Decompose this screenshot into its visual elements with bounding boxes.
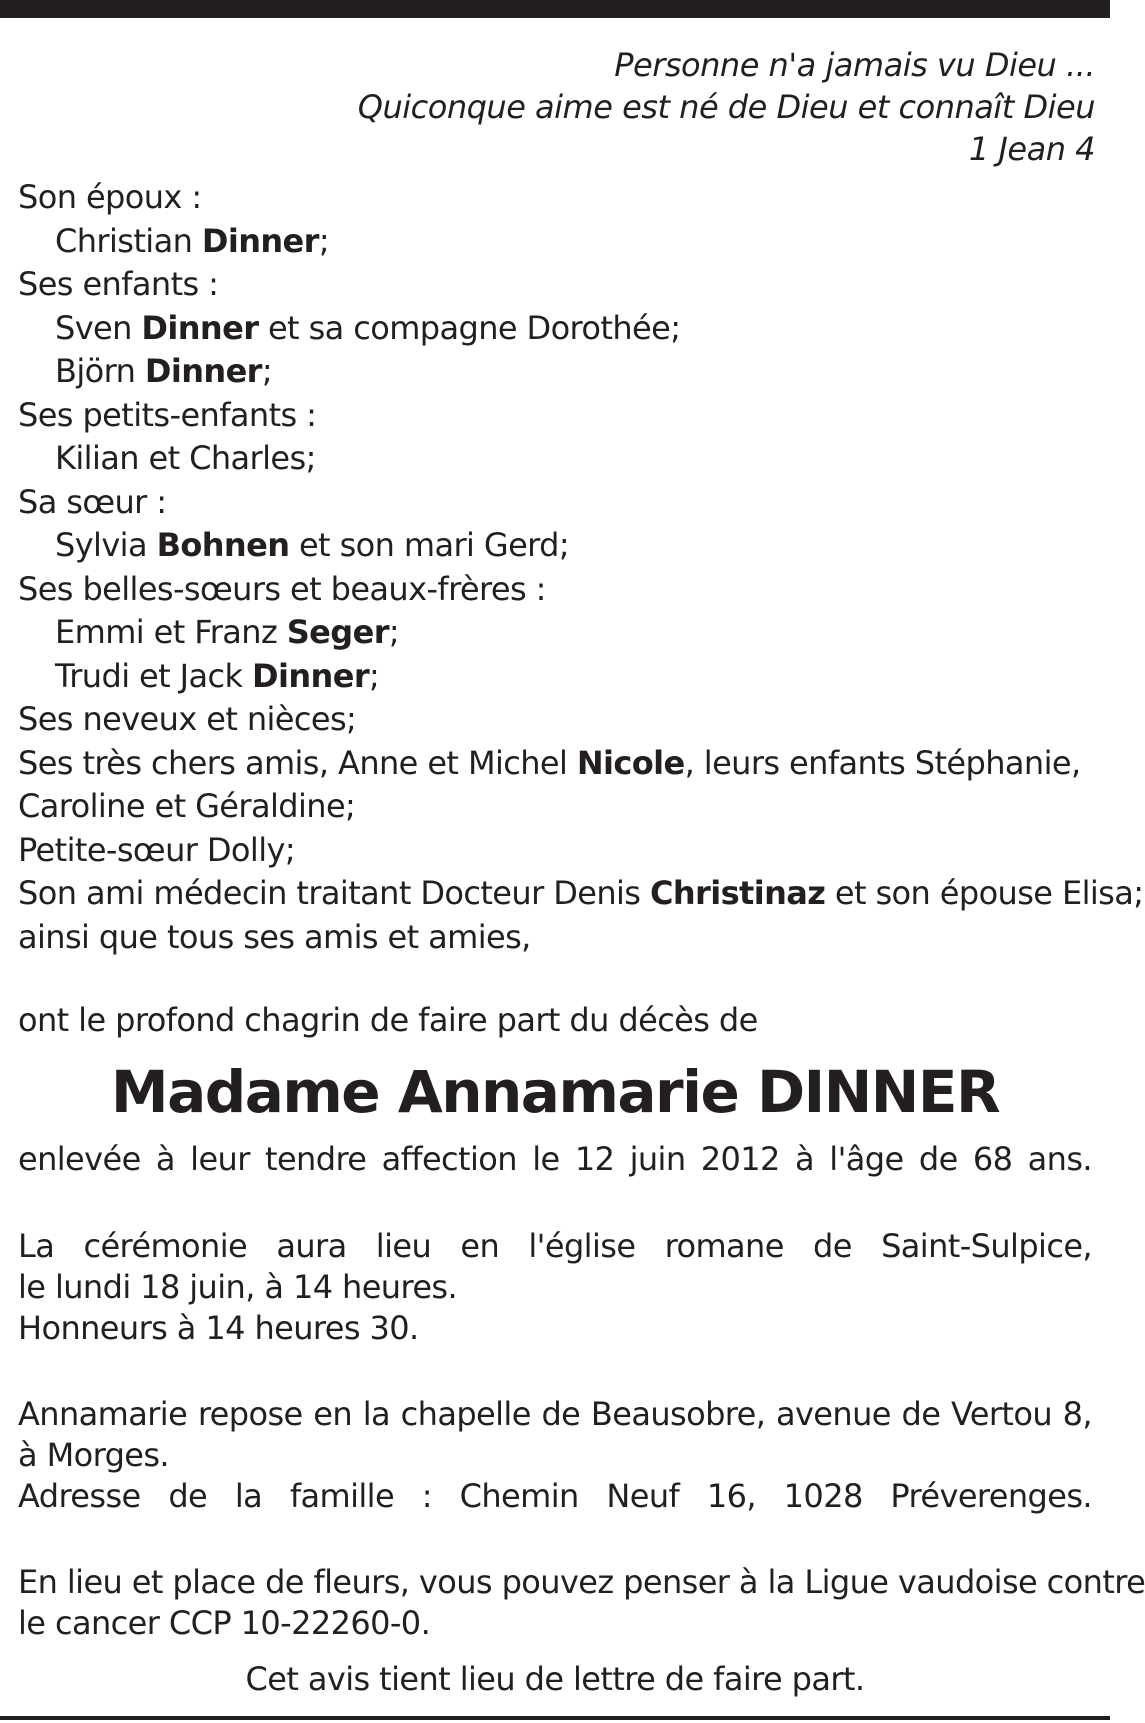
ceremony-block [18,1226,1092,1349]
sister-first-name: Sylvia [55,526,157,564]
sister-heading: Sa sœur : [18,482,167,521]
others-line: ainsi que tous ses amis et amies, [18,917,531,956]
inlaw2-surname: Dinner [252,656,369,695]
doctor-line [18,872,1144,916]
friends-suffix: , leurs enfants Stéphanie, [684,743,1081,782]
spouse-surname: Dinner [201,221,319,260]
death-info: enlevée à leur tendre affection le 12 juin 2012 à l'âge de 68 ans. [18,1140,1092,1178]
doctor-intro: Son ami médecin traitant Docteur Denis [18,874,650,912]
rest-line-1: Annamarie repose en la chapelle de Beausobre, avenue de Vertou 8, [18,1395,1092,1433]
inlaw2-suffix: ; [369,656,380,695]
epigraph [300,44,1095,170]
epigraph-line-2: Quiconque aime est né de Dieu et connaît Dieu [357,88,1095,126]
sister-suffix: et son mari Gerd; [289,526,570,564]
spouse-heading: Son époux : [18,178,202,216]
friends-line [18,742,1103,786]
child-entry-2 [18,350,1103,394]
friends-continuation: Caroline et Géraldine; [18,787,356,825]
closing-note: Cet avis tient lieu de lettre de faire part. [245,1660,865,1698]
child1-surname: Dinner [141,308,259,347]
ceremony-line-1: La cérémonie aura lieu en l'église romane de Saint-Sulpice, [18,1227,1092,1265]
child1-first-name: Sven [55,308,142,347]
donation-line-2: le cancer CCP 10-22260-0. [18,1604,431,1642]
children-heading: Ses enfants : [18,265,219,303]
doctor-suffix: et son épouse Elisa; [825,874,1144,912]
inlaw2-first-names: Trudi et Jack [55,656,253,695]
donation-line-1: En lieu et place de fleurs, vous pouvez penser à la Ligue vaudoise contre [18,1563,1145,1601]
inlaw1-suffix: ; [388,613,400,651]
grandchildren-entry: Kilian et Charles; [55,439,316,477]
friends-intro: Ses très chers amis, Anne et Michel [18,743,577,782]
sister-entry [18,524,1103,568]
spouse-entry [18,220,1103,264]
announcement-text: ont le profond chagrin de faire part du décès de [18,1001,758,1039]
rest-line-2: à Morges. [18,1436,170,1474]
epigraph-line-1: Personne n'a jamais vu Dieu ... [614,46,1095,84]
bottom-border-rule [0,1716,1110,1720]
child2-first-name: Björn [55,352,145,390]
inlaws-heading: Ses belles-sœurs et beaux-frères : [18,569,546,608]
child2-suffix: ; [261,352,273,390]
epigraph-reference: 1 Jean 4 [968,130,1095,168]
doctor-surname: Christinaz [649,874,826,912]
spouse-suffix: ; [318,221,330,260]
spouse-first-name: Christian [55,221,202,260]
donation-block [18,1562,1145,1644]
ceremony-line-2: le lundi 18 juin, à 14 heures. [18,1268,458,1306]
family-address: Adresse de la famille : Chemin Neuf 16, 1028 Préverenges. [18,1477,1092,1515]
nephews-line: Ses neveux et nièces; [18,700,357,738]
sister-surname: Bohnen [156,526,290,564]
death-info-block [18,1139,1092,1180]
top-border-rule [0,0,1110,18]
child-entry-1 [18,307,1103,351]
inlaw1-surname: Seger [286,613,389,651]
friends-surname: Nicole [576,743,685,782]
child1-suffix: et sa compagne Dorothée; [258,308,681,347]
inlaw-entry-1 [18,611,1103,655]
inlaw1-first-names: Emmi et Franz [55,613,287,651]
family-list [18,176,1144,959]
dolly-line: Petite-sœur Dolly; [18,830,295,869]
grandchildren-heading: Ses petits-enfants : [18,395,317,434]
honours-line: Honneurs à 14 heures 30. [18,1309,419,1347]
deceased-name: Madame Annamarie DINNER [110,1058,1000,1126]
inlaw-entry-2 [18,655,1103,699]
rest-place-block [18,1394,1092,1517]
child2-surname: Dinner [144,352,262,390]
